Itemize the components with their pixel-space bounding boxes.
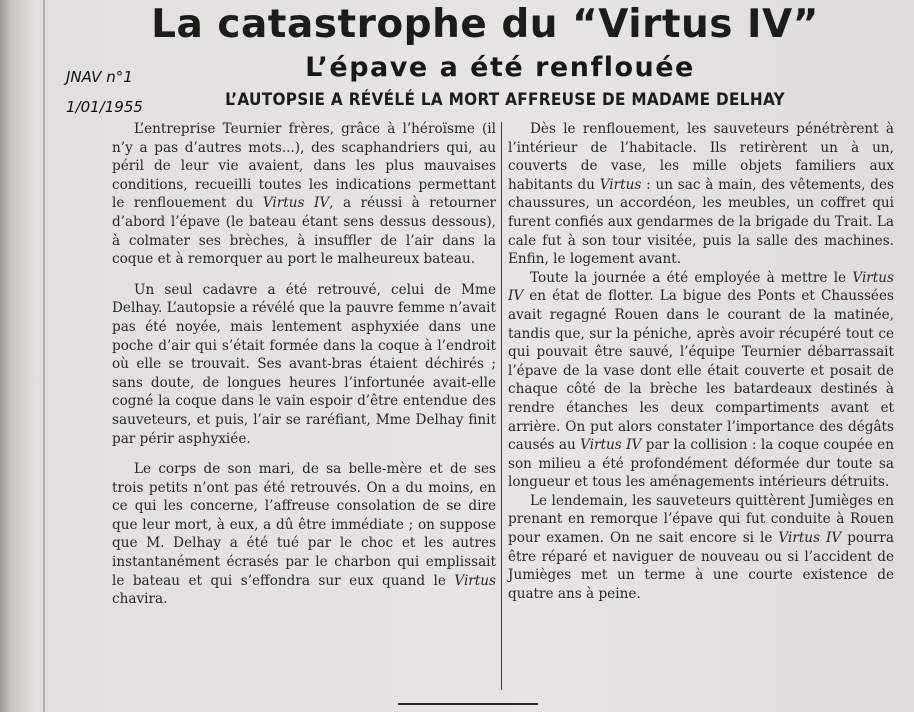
article-subhead: L’épave a été renflouée [305,52,695,83]
ship-name: Virtus [454,572,496,589]
article-column-right [508,120,894,603]
article-column-left [112,120,496,609]
ship-name: Virtus IV [262,195,330,212]
handwritten-reference: JNAV n°1 [66,68,133,86]
ship-name: Virtus IV [508,269,894,305]
paragraph-autopsy: Un seul cadavre a été retrouvé, celui de Mme Delhay. L’autopsie a révélé que la pauvre femme n’avait pas été noyée, mais lentement asphyxiée dans une poche d’air qui s’était formée dans la coque à l’endroit où elle se trouvait. Ses avant-bras étaient déchirés ; sans doute, de longues heures l’infortunée avait-elle cogné la coque dans le vain espoir d’être entendue des sauveteurs, et puis, l’air se raréfiant, Mme Delhay finit par périr asphyxiée. [112,281,496,447]
column-divider [501,122,502,690]
paragraph-family: Le corps de son mari, de sa belle-mère et de ses trois petits n’ont pas été retrouvés. On a du moins, en ce qui les concerne, l’affreuse consolation de se dire que leur mort, à eux, a dû être immédiate ; on suppose que M. Delhay a été tué par le choc et les autres instantanément écrasés par le charbon qui emplissait le bateau et qui s’effondra sur eux quand le Virtus chavira. [112,461,496,608]
handwritten-date: 1/01/1955 [66,98,143,116]
paragraph-towing: Le lendemain, les sauveteurs quittèrent Jumièges en prenant en remorque l’épave qui fut conduite à Rouen pour examen. On ne sait encore si le Virtus IV pourra être réparé et naviguer de nouveau ou si l’accident de Jumièges met un terme à une courte existence de quatre ans à peine. [508,492,894,602]
article-deck: L’AUTOPSIE A RÉVÉLÉ LA MORT AFFREUSE DE MADAME DELHAY [225,90,785,110]
ship-name: Virtus [599,176,642,193]
bottom-rule [398,703,538,705]
paragraph-salvage: Dès le renflouement, les sauveteurs pénétrèrent à l’intérieur de l’habitacle. Ils retirèrent un à un, couverts de vase, les mille objets familiers aux habitants du Virtus : un sac à main, des vêtements, des chaussures, un accordéon, les meubles, un coffret qui furent confiés aux gendarmes de la brigade du Trait. La cale fut à son tour visitée, puis la salle des machines. Enfin, le logement avant. [508,121,895,268]
ship-name: Virtus IV [778,530,842,547]
page-fold-shadow [43,0,45,712]
paragraph-refloating: L’entreprise Teurnier frères, grâce à l’héroïsme (il n’y a pas d’autres mots...), des scaphandriers qui, au péril de leur vie avaient, dans les plus mauvaises conditions, recueilli toutes les indications permettant le renflouement du Virtus IV, a réussi à retourner d’abord l’épave (le bateau étant sens dessus dessous), à colmater ses brèches, à insuffler de l’air dans la coque et à remorquer au port le malheureux bateau. [112,121,496,268]
paragraph-flotation: Toute la journée a été employée à mettre le Virtus IV en état de flotter. La bigue des Ponts et Chaussées avait regagné Rouen dans le courant de la matinée, tandis que, sur la péniche, après avoir récupéré tout ce qui pouvait être sauvé, l’équipe Teurnier débarrassait l’épave de la vase dont elle était couverte et posait de chaque côté de la brèche les batardeaux destinés à rendre étanches les deux compartiments avant et arrière. On put alors constater l’importance des dégâts causés au Virtus IV par la collision : la coque coupée en son milieu a été profondément déformée dur toute sa longueur et tous les aménagements intérieurs détruits. [508,269,894,491]
article-headline: La catastrophe du “Virtus IV” [151,2,819,47]
ship-name: Virtus IV [580,437,642,454]
